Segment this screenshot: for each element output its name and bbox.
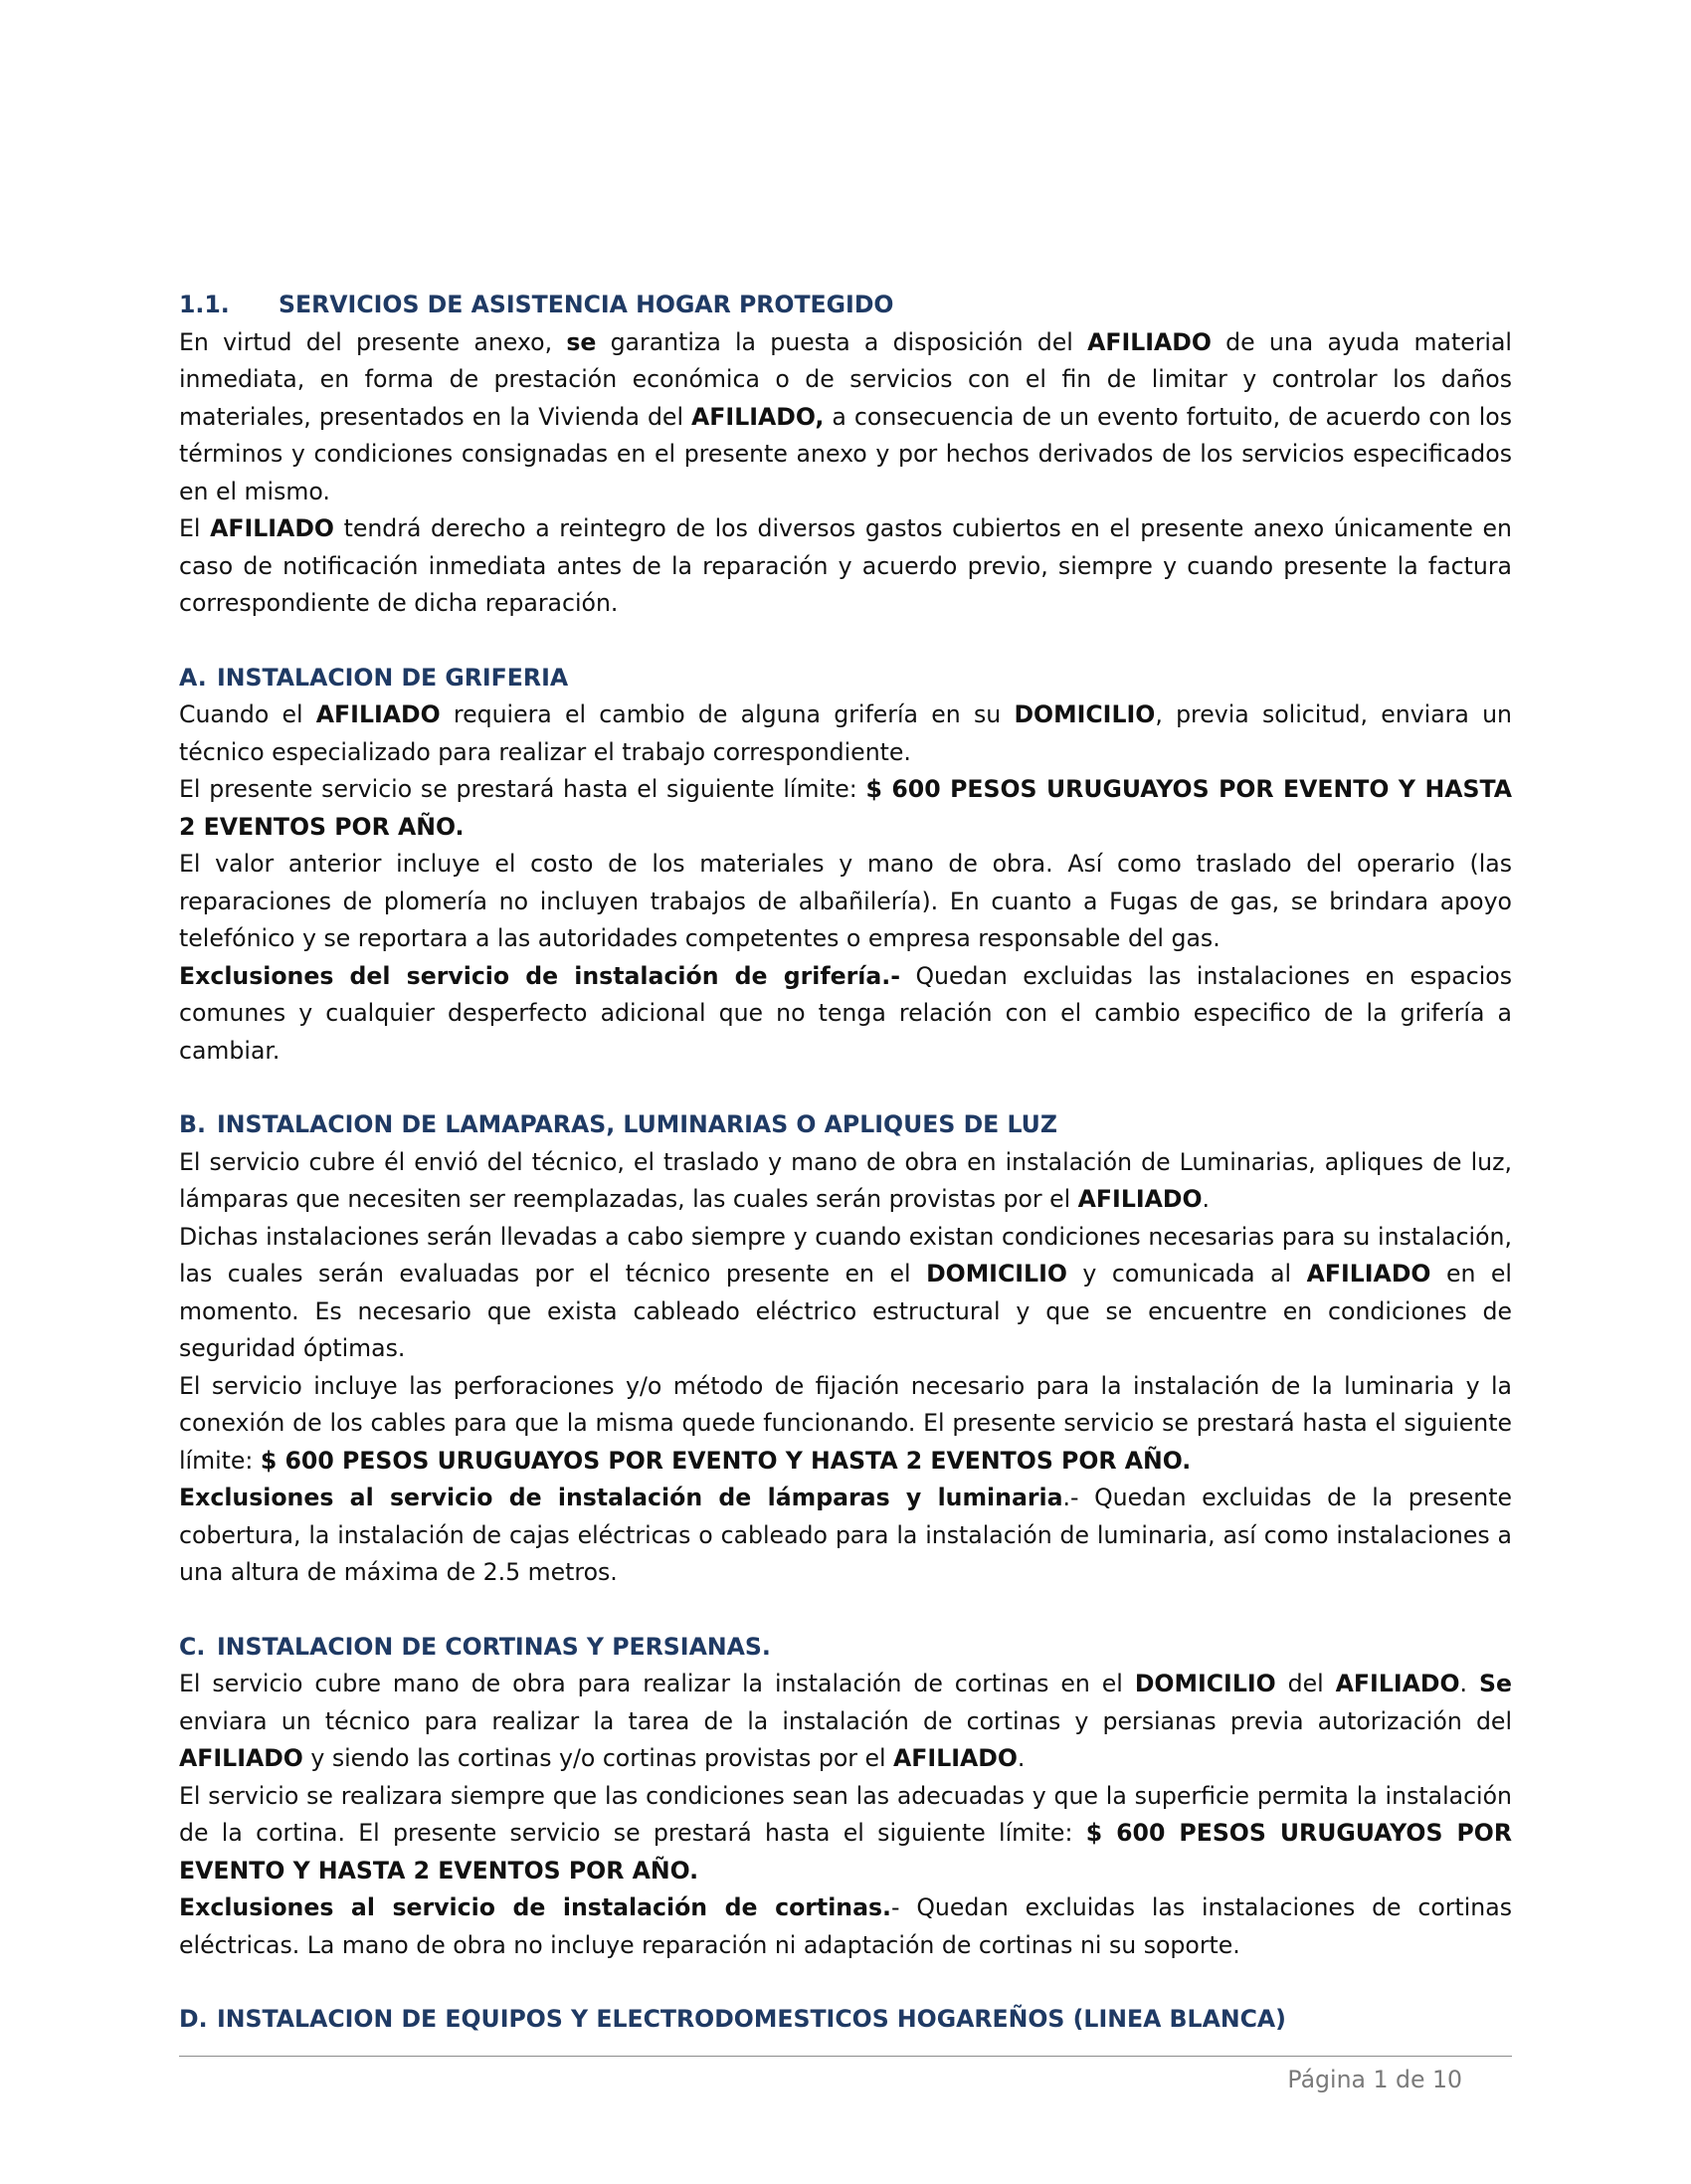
subsection-a-paragraph-1: Cuando el AFILIADO requiera el cambio de alguna grifería en su DOMICILIO, previa solicitud, enviara un técnico especializado para realizar el trabajo correspondiente. xyxy=(179,700,1512,766)
subsection-a-heading xyxy=(179,660,1512,697)
subsection-d-heading xyxy=(179,2001,1512,2039)
section-intro-paragraph-2: El AFILIADO tendrá derecho a reintegro de los diversos gastos cubiertos en el presente anexo únicamente en caso de notificación inmediata antes de la reparación y acuerdo previo, siempre y cuando presente la factura correspondiente de dicha reparación. xyxy=(179,514,1513,617)
subsection-c-letter: C. xyxy=(179,1632,206,1661)
subsection-d-letter: D. xyxy=(179,2005,208,2033)
subsection-a-paragraph-4: Exclusiones del servicio de instalación de grifería.- Quedan excluidas las instalaciones en espacios comunes y cualquier desperfecto adicional que no tenga relación con el cambio especifico de la grifería a cambiar. xyxy=(179,961,1512,1065)
subsection-c-heading xyxy=(179,1629,1512,1667)
subsection-a-title: INSTALACION DE GRIFERIA xyxy=(217,663,569,692)
subsection-b-paragraph-3: El servicio incluye las perforaciones y/o método de fijación necesario para la instalación de la luminaria y la conexión de los cables para que la misma quede funcionando. El presente servicio se prestará hasta el siguiente límite: $ 600 PESOS URUGUAYOS POR EVENTO Y HASTA 2 EVENTOS POR AÑO. xyxy=(179,1371,1512,1475)
subsection-c-paragraph-1: El servicio cubre mano de obra para realizar la instalación de cortinas en el DOMICILIO del AFILIADO. Se enviara un técnico para realizar la tarea de la instalación de cortinas y persianas previa autorización del AFILIADO y siendo las cortinas y/o cortinas provistas por el AFILIADO. xyxy=(179,1670,1513,1772)
section-heading xyxy=(179,287,1512,324)
subsection-b-heading xyxy=(179,1106,1512,1144)
page-number: Página 1 de 10 xyxy=(1287,2066,1462,2093)
section-number: 1.1. xyxy=(179,291,230,318)
section-intro-paragraph-1: En virtud del presente anexo, se garantiza la puesta a disposición del AFILIADO de una ayuda material inmediata, en forma de prestación económica o de servicios con el fin de limitar y controlar los daños materiales, presentados en la Vivienda del AFILIADO, a consecuencia de un evento fortuito, de acuerdo con los términos y condiciones consignadas en el presente anexo y por hechos derivados de los servicios especificados en el mismo. xyxy=(179,327,1512,505)
subsection-c-paragraph-3: Exclusiones al servicio de instalación de cortinas.- Quedan excluidas las instalaciones de cortinas eléctricas. La mano de obra no incluye reparación ni adaptación de cortinas ni su soporte. xyxy=(179,1893,1513,1959)
footer-divider xyxy=(179,2056,1512,2057)
subsection-a-paragraph-2: El presente servicio se prestará hasta el siguiente límite: $ 600 PESOS URUGUAYOS POR EVENTO Y HASTA 2 EVENTOS POR AÑO. xyxy=(179,775,1512,841)
subsection-c-paragraph-2: El servicio se realizara siempre que las condiciones sean las adecuadas y que la superficie permita la instalación de la cortina. El presente servicio se prestará hasta el siguiente límite: $ 600 PESOS URUGUAYOS POR EVENTO Y HASTA 2 EVENTOS POR AÑO. xyxy=(179,1781,1512,1885)
subsection-b-paragraph-2: Dichas instalaciones serán llevadas a cabo siempre y cuando existan condiciones necesarias para su instalación, las cuales serán evaluadas por el técnico presente en el DOMICILIO y comunicada al AFILIADO en el momento. Es necesario que exista cableado eléctrico estructural y que se encuentre en condiciones de seguridad óptimas. xyxy=(179,1222,1512,1362)
subsection-b-title: INSTALACION DE LAMAPARAS, LUMINARIAS O APLIQUES DE LUZ xyxy=(217,1110,1057,1138)
subsection-b-paragraph-4: Exclusiones al servicio de instalación de lámparas y luminaria.- Quedan excluidas de la presente cobertura, la instalación de cajas eléctricas o cableado para la instalación de luminaria, así como instalaciones a una altura de máxima de 2.5 metros. xyxy=(179,1484,1512,1586)
subsection-d-title: INSTALACION DE EQUIPOS Y ELECTRODOMESTICOS HOGAREÑOS (LINEA BLANCA) xyxy=(217,2005,1286,2033)
subsection-b-paragraph-1: El servicio cubre él envió del técnico, el traslado y mano de obra en instalación de Luminarias, apliques de luz, lámparas que necesiten ser reemplazadas, las cuales serán provistas por el AFILIADO. xyxy=(179,1147,1512,1213)
subsection-c-title: INSTALACION DE CORTINAS Y PERSIANAS. xyxy=(217,1632,771,1661)
subsection-b-letter: B. xyxy=(179,1110,206,1138)
document-page xyxy=(179,287,1512,2039)
subsection-a-letter: A. xyxy=(179,663,207,692)
subsection-a-paragraph-3: El valor anterior incluye el costo de los materiales y mano de obra. Así como traslado del operario (las reparaciones de plomería no incluyen trabajos de albañilería). En cuanto a Fugas de gas, se brindara apoyo telefónico y se reportara a las autoridades competentes o empresa responsable del gas. xyxy=(179,850,1512,952)
section-title: SERVICIOS DE ASISTENCIA HOGAR PROTEGIDO xyxy=(279,291,894,318)
